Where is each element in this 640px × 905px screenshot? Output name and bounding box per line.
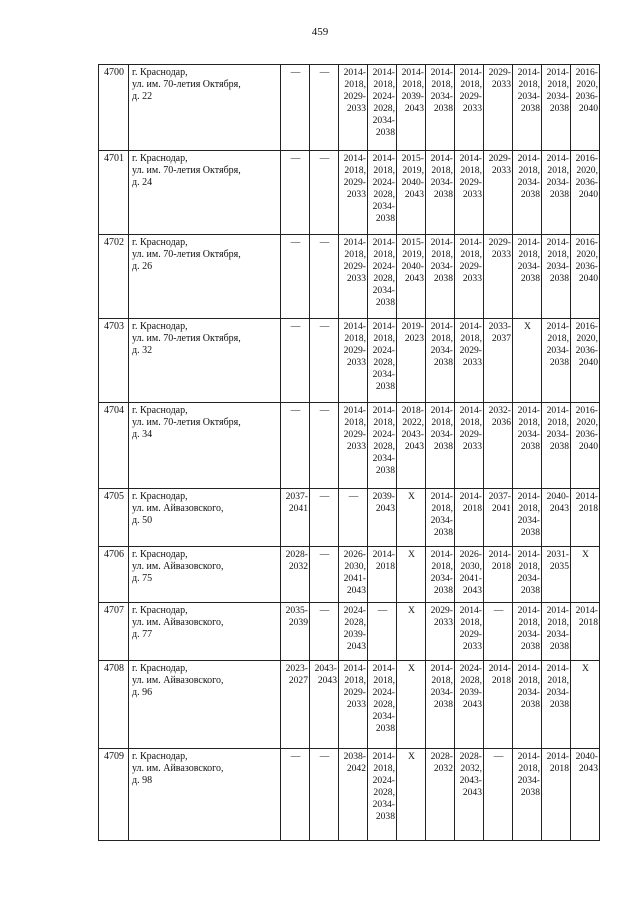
- table-row: [99, 661, 600, 749]
- period-cell: 2032- 2036: [484, 403, 513, 489]
- period-cell: —: [310, 319, 339, 403]
- period-cell: 2028- 2032: [426, 749, 455, 841]
- period-cell: 2014- 2018, 2024- 2028, 2034- 2038: [368, 319, 397, 403]
- period-cell: 2014- 2018, 2024- 2028, 2034- 2038: [368, 661, 397, 749]
- period-cell: 2033- 2037: [484, 319, 513, 403]
- table-row: [99, 403, 600, 489]
- period-cell: 2038- 2042: [339, 749, 368, 841]
- period-cell: 2014- 2018, 2029- 2033: [339, 151, 368, 235]
- address-cell: г. Краснодар, ул. им. Айвазовского, д. 96: [129, 661, 281, 749]
- address-cell: г. Краснодар, ул. им. Айвазовского, д. 50: [129, 489, 281, 547]
- period-cell: 2015- 2019, 2040- 2043: [397, 151, 426, 235]
- period-cell: 2014- 2018, 2034- 2038: [542, 319, 571, 403]
- period-cell: X: [571, 547, 600, 603]
- period-cell: —: [281, 749, 310, 841]
- period-cell: —: [310, 603, 339, 661]
- period-cell: 2014- 2018, 2034- 2038: [542, 235, 571, 319]
- period-cell: 2014- 2018, 2034- 2038: [426, 403, 455, 489]
- period-cell: 2014- 2018, 2039- 2043: [397, 65, 426, 151]
- row-number: 4708: [99, 661, 129, 749]
- period-cell: 2016- 2020, 2036- 2040: [571, 319, 600, 403]
- period-cell: 2014- 2018, 2029- 2033: [455, 403, 484, 489]
- period-cell: 2016- 2020, 2036- 2040: [571, 235, 600, 319]
- period-cell: 2014- 2018, 2034- 2038: [426, 65, 455, 151]
- period-cell: 2014- 2018, 2034- 2038: [513, 403, 542, 489]
- period-cell: 2014- 2018, 2034- 2038: [426, 151, 455, 235]
- period-cell: 2016- 2020, 2036- 2040: [571, 403, 600, 489]
- row-number: 4707: [99, 603, 129, 661]
- period-cell: 2014- 2018, 2029- 2033: [455, 65, 484, 151]
- period-cell: 2014- 2018, 2034- 2038: [513, 489, 542, 547]
- period-cell: —: [310, 749, 339, 841]
- address-cell: г. Краснодар, ул. им. Айвазовского, д. 75: [129, 547, 281, 603]
- period-cell: X: [397, 489, 426, 547]
- period-cell: 2014- 2018, 2029- 2033: [339, 319, 368, 403]
- period-cell: 2014- 2018, 2034- 2038: [426, 489, 455, 547]
- period-cell: X: [397, 749, 426, 841]
- row-number: 4704: [99, 403, 129, 489]
- row-number: 4703: [99, 319, 129, 403]
- period-cell: 2014- 2018, 2034- 2038: [542, 403, 571, 489]
- period-cell: 2014- 2018, 2034- 2038: [426, 235, 455, 319]
- period-cell: 2014- 2018, 2024- 2028, 2034- 2038: [368, 749, 397, 841]
- period-cell: 2014- 2018, 2034- 2038: [513, 749, 542, 841]
- period-cell: 2028- 2032: [281, 547, 310, 603]
- period-cell: 2014- 2018: [571, 603, 600, 661]
- period-cell: 2014- 2018, 2029- 2033: [455, 151, 484, 235]
- period-cell: 2014- 2018, 2029- 2033: [339, 235, 368, 319]
- row-number: 4702: [99, 235, 129, 319]
- period-cell: 2014- 2018, 2034- 2038: [513, 603, 542, 661]
- period-cell: 2043- 2043: [310, 661, 339, 749]
- period-cell: 2018- 2022, 2043- 2043: [397, 403, 426, 489]
- period-cell: 2014- 2018: [368, 547, 397, 603]
- period-cell: 2014- 2018, 2034- 2038: [542, 603, 571, 661]
- period-cell: 2014- 2018, 2029- 2033: [339, 403, 368, 489]
- period-cell: 2014- 2018: [571, 489, 600, 547]
- address-cell: г. Краснодар, ул. им. Айвазовского, д. 98: [129, 749, 281, 841]
- period-cell: 2015- 2019, 2040- 2043: [397, 235, 426, 319]
- period-cell: 2026- 2030, 2041- 2043: [455, 547, 484, 603]
- period-cell: 2014- 2018, 2029- 2033: [455, 319, 484, 403]
- period-cell: X: [571, 661, 600, 749]
- period-cell: —: [310, 547, 339, 603]
- period-cell: —: [281, 403, 310, 489]
- table-row: [99, 603, 600, 661]
- address-cell: г. Краснодар, ул. им. 70-летия Октября, д. 22: [129, 65, 281, 151]
- period-cell: —: [310, 151, 339, 235]
- period-cell: 2014- 2018, 2034- 2038: [542, 151, 571, 235]
- data-table: [98, 64, 600, 841]
- period-cell: 2016- 2020, 2036- 2040: [571, 151, 600, 235]
- period-cell: —: [484, 749, 513, 841]
- period-cell: 2024- 2028, 2039- 2043: [455, 661, 484, 749]
- period-cell: 2014- 2018, 2029- 2033: [455, 603, 484, 661]
- period-cell: —: [339, 489, 368, 547]
- page-number: 459: [311, 26, 329, 38]
- period-cell: 2039- 2043: [368, 489, 397, 547]
- period-cell: 2014- 2018: [542, 749, 571, 841]
- row-number: 4705: [99, 489, 129, 547]
- period-cell: 2014- 2018, 2024- 2028, 2034- 2038: [368, 403, 397, 489]
- table-row: [99, 151, 600, 235]
- period-cell: 2026- 2030, 2041- 2043: [339, 547, 368, 603]
- period-cell: —: [368, 603, 397, 661]
- period-cell: 2014- 2018, 2034- 2038: [513, 235, 542, 319]
- table-row: [99, 319, 600, 403]
- period-cell: 2023- 2027: [281, 661, 310, 749]
- period-cell: 2014- 2018, 2029- 2033: [455, 235, 484, 319]
- period-cell: 2014- 2018, 2034- 2038: [513, 661, 542, 749]
- period-cell: 2037- 2041: [281, 489, 310, 547]
- period-cell: X: [397, 661, 426, 749]
- address-cell: г. Краснодар, ул. им. 70-летия Октября, д. 24: [129, 151, 281, 235]
- row-number: 4706: [99, 547, 129, 603]
- period-cell: —: [281, 151, 310, 235]
- period-cell: 2014- 2018, 2034- 2038: [542, 661, 571, 749]
- period-cell: 2029- 2033: [484, 235, 513, 319]
- table-row: [99, 489, 600, 547]
- period-cell: 2014- 2018, 2034- 2038: [513, 65, 542, 151]
- period-cell: —: [281, 65, 310, 151]
- period-cell: 2014- 2018, 2024- 2028, 2034- 2038: [368, 65, 397, 151]
- period-cell: 2014- 2018, 2034- 2038: [426, 547, 455, 603]
- address-cell: г. Краснодар, ул. им. 70-летия Октября, д. 34: [129, 403, 281, 489]
- period-cell: 2035- 2039: [281, 603, 310, 661]
- period-cell: 2014- 2018: [484, 547, 513, 603]
- period-cell: 2031- 2035: [542, 547, 571, 603]
- period-cell: 2029- 2033: [484, 65, 513, 151]
- period-cell: 2040- 2043: [542, 489, 571, 547]
- period-cell: 2014- 2018, 2034- 2038: [513, 547, 542, 603]
- table-row: [99, 749, 600, 841]
- period-cell: 2024- 2028, 2039- 2043: [339, 603, 368, 661]
- period-cell: 2014- 2018, 2029- 2033: [339, 65, 368, 151]
- period-cell: 2014- 2018, 2034- 2038: [513, 151, 542, 235]
- period-cell: 2037- 2041: [484, 489, 513, 547]
- period-cell: —: [281, 235, 310, 319]
- period-cell: 2014- 2018, 2024- 2028, 2034- 2038: [368, 151, 397, 235]
- period-cell: 2019- 2023: [397, 319, 426, 403]
- period-cell: 2029- 2033: [484, 151, 513, 235]
- period-cell: 2014- 2018, 2024- 2028, 2034- 2038: [368, 235, 397, 319]
- period-cell: 2014- 2018: [484, 661, 513, 749]
- address-cell: г. Краснодар, ул. им. 70-летия Октября, д. 26: [129, 235, 281, 319]
- period-cell: X: [397, 547, 426, 603]
- period-cell: 2028- 2032, 2043- 2043: [455, 749, 484, 841]
- period-cell: —: [310, 403, 339, 489]
- period-cell: —: [281, 319, 310, 403]
- address-cell: г. Краснодар, ул. им. 70-летия Октября, д. 32: [129, 319, 281, 403]
- period-cell: 2014- 2018, 2034- 2038: [426, 661, 455, 749]
- period-cell: —: [310, 235, 339, 319]
- period-cell: 2016- 2020, 2036- 2040: [571, 65, 600, 151]
- period-cell: —: [310, 489, 339, 547]
- period-cell: 2014- 2018, 2034- 2038: [426, 319, 455, 403]
- row-number: 4709: [99, 749, 129, 841]
- table-row: [99, 235, 600, 319]
- period-cell: 2040- 2043: [571, 749, 600, 841]
- period-cell: —: [484, 603, 513, 661]
- address-cell: г. Краснодар, ул. им. Айвазовского, д. 77: [129, 603, 281, 661]
- period-cell: 2014- 2018, 2034- 2038: [542, 65, 571, 151]
- table-row: [99, 547, 600, 603]
- period-cell: X: [513, 319, 542, 403]
- period-cell: 2029- 2033: [426, 603, 455, 661]
- period-cell: 2014- 2018: [455, 489, 484, 547]
- row-number: 4700: [99, 65, 129, 151]
- period-cell: —: [310, 65, 339, 151]
- row-number: 4701: [99, 151, 129, 235]
- period-cell: 2014- 2018, 2029- 2033: [339, 661, 368, 749]
- table-row: [99, 65, 600, 151]
- period-cell: X: [397, 603, 426, 661]
